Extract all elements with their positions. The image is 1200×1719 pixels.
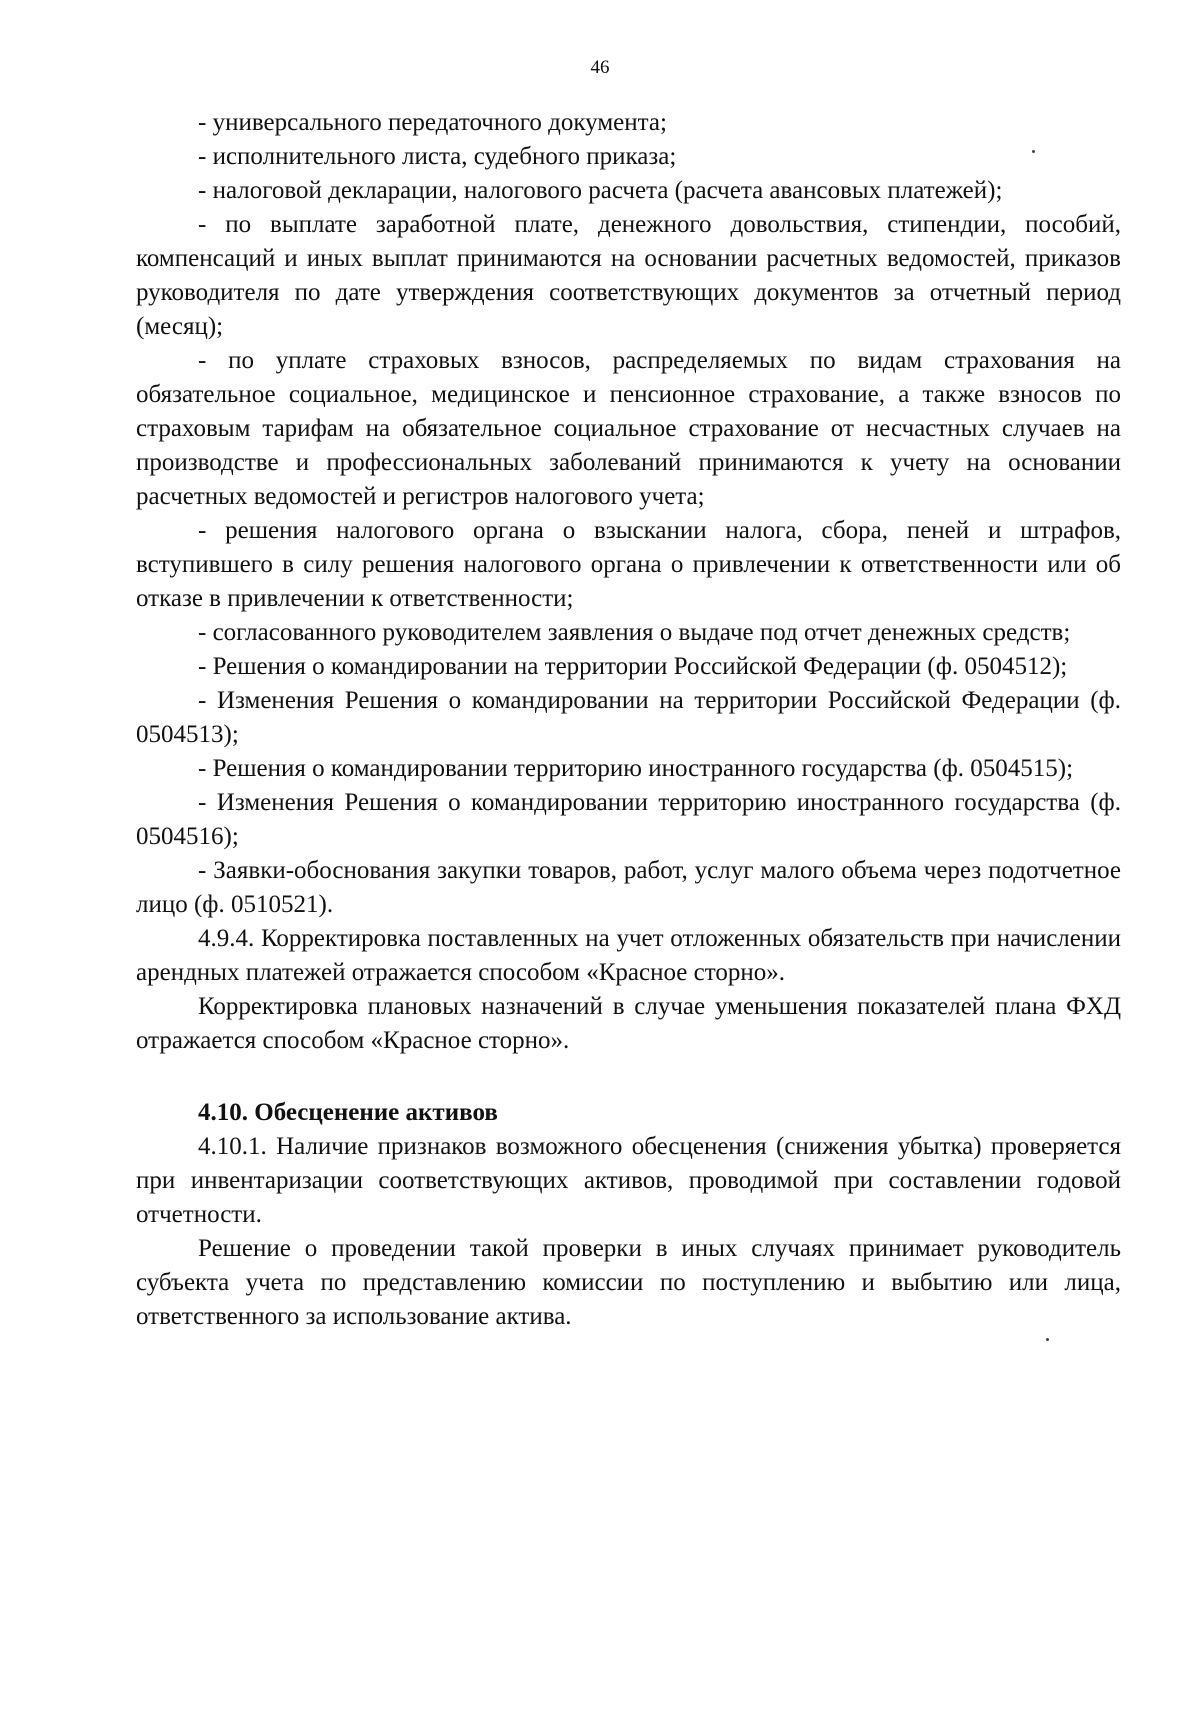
scan-speck [1046, 1338, 1049, 1341]
list-item: - Изменения Решения о командировании территорию иностранного государства (ф. 0504516); [136, 789, 1121, 850]
list-item: - Изменения Решения о командировании на территории Российской Федерации (ф. 0504513); [136, 687, 1121, 748]
list-item: - универсального передаточного документа; [198, 109, 667, 136]
paragraph-4-9-4: 4.9.4. Корректировка поставленных на учет отложенных обязательств при начислении арендных платежей отражается способом «Красное сторно». [136, 925, 1121, 986]
page-content [136, 106, 1121, 1334]
list-item: - по уплате страховых взносов, распределяемых по видам страхования на обязательное социальное, медицинское и пенсионное страхование, а также взносов по страховым тарифам на обязательное социальное страхование от несчастных случаев на производстве и профессиональных заболеваний принимаются к учету на основании расчетных ведомостей и регистров налогового учета; [136, 347, 1121, 510]
list-item: - Решения о командировании территорию иностранного государства (ф. 0504515); [198, 755, 1074, 782]
paragraph-4-10-1: 4.10.1. Наличие признаков возможного обесценения (снижения убытка) проверяется при инвентаризации соответствующих активов, проводимой при составлении годовой отчетности. [136, 1133, 1121, 1228]
list-item: - исполнительного листа, судебного приказа; [198, 143, 677, 170]
scan-speck [1032, 150, 1035, 153]
list-item: - решения налогового органа о взыскании налога, сбора, пеней и штрафов, вступившего в силу решения налогового органа о привлечении к ответственности или об отказе в привлечении к ответственности; [136, 517, 1121, 612]
list-item: - налоговой декларации, налогового расчета (расчета авансовых платежей); [198, 177, 1003, 204]
list-item: - по выплате заработной плате, денежного довольствия, стипендии, пособий, компенсаций и иных выплат принимаются на основании расчетных ведомостей, приказов руководителя по дате утверждения соответствующих документов за отчетный период (месяц); [136, 211, 1121, 340]
list-item: - Заявки-обоснования закупки товаров, работ, услуг малого объема через подотчетное лицо (ф. 0510521). [136, 857, 1121, 918]
list-item: - согласованного руководителем заявления о выдаче под отчет денежных средств; [198, 619, 1071, 646]
list-item: - Решения о командировании на территории Российской Федерации (ф. 0504512); [198, 653, 1068, 680]
section-heading: 4.10. Обесценение активов [198, 1099, 498, 1126]
paragraph-decision: Решение о проведении такой проверки в иных случаях принимает руководитель субъекта учета по представлению комиссии по поступлению и выбытию или лица, ответственного за использование актива. [136, 1235, 1121, 1330]
paragraph-correction: Корректировка плановых назначений в случае уменьшения показателей плана ФХД отражается способом «Красное сторно». [136, 993, 1121, 1054]
page-number: 46 [590, 57, 610, 78]
